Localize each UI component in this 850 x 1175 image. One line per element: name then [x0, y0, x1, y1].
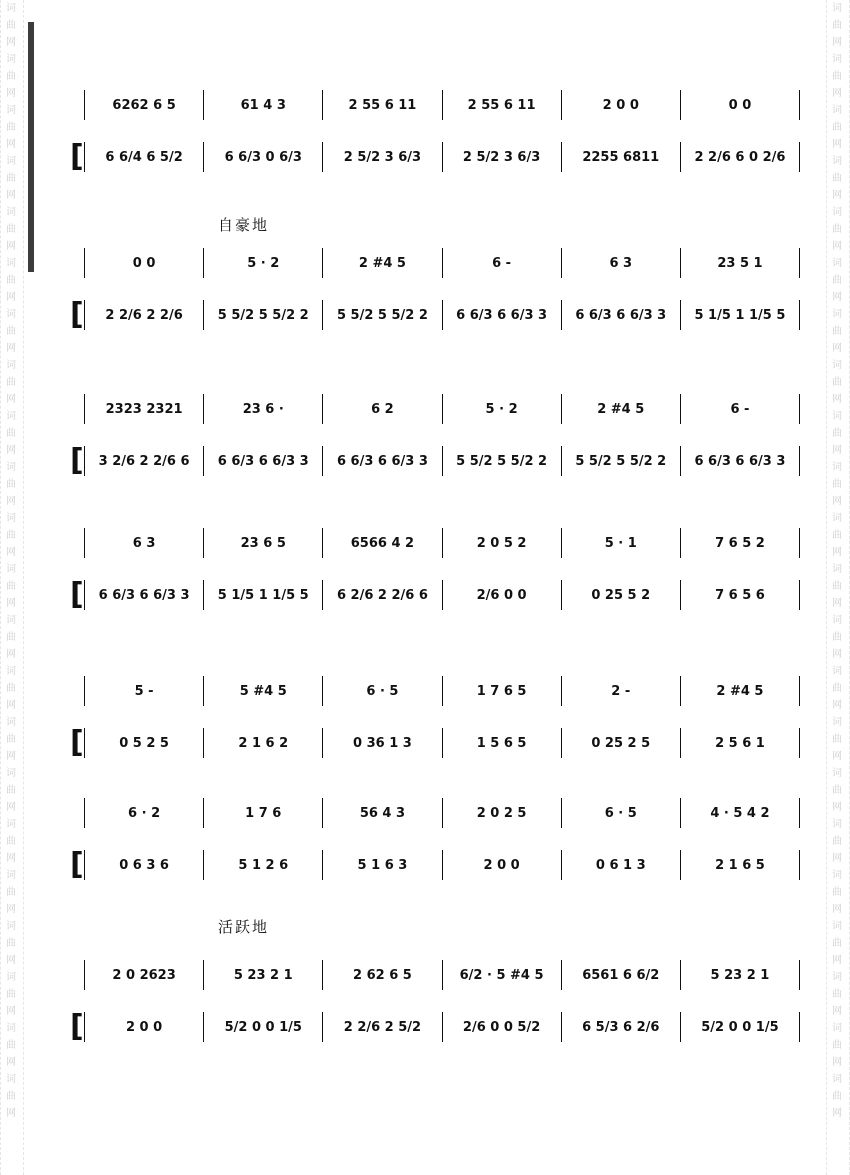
measure: 1 7 6: [203, 798, 322, 828]
measure: 23 5 1: [680, 248, 800, 278]
measure: 2 5/2 3 6/3: [442, 142, 561, 172]
measure: 2 2/6 2 2/6: [84, 300, 203, 330]
accompaniment-staff: [84, 850, 800, 880]
measure: 0 6 1 3: [561, 850, 680, 880]
measure: 5/2 0 0 1/5: [680, 1012, 800, 1042]
measure: 2 0 2 5: [442, 798, 561, 828]
measure: 6262 6 5: [84, 90, 203, 120]
measure: 5 #4 5: [203, 676, 322, 706]
measure: 0 25 5 2: [561, 580, 680, 610]
measure: 5 1 6 3: [322, 850, 441, 880]
measure: 2 #4 5: [680, 676, 800, 706]
system-brace: [: [70, 139, 84, 174]
expression-mark-huoyuedi: 活跃地: [218, 918, 270, 936]
score-system: [70, 386, 800, 498]
melody-staff: [84, 90, 800, 120]
measure: 6 6/3 6 6/3 3: [84, 580, 203, 610]
watermark-right: [826, 0, 850, 1175]
measure: 5 · 2: [203, 248, 322, 278]
binding-edge: [28, 22, 34, 272]
measure: 6 3: [561, 248, 680, 278]
measure: 0 5 2 5: [84, 728, 203, 758]
measure: 2255 6811: [561, 142, 680, 172]
measure: 6 · 2: [84, 798, 203, 828]
score-system: [70, 520, 800, 632]
measure: 6 6/4 6 5/2: [84, 142, 203, 172]
measure: 2 #4 5: [322, 248, 441, 278]
measure: 2 1 6 5: [680, 850, 800, 880]
melody-staff: [84, 394, 800, 424]
measure: 6 5/3 6 2/6: [561, 1012, 680, 1042]
measure: 4 · 5 4 2: [680, 798, 800, 828]
measure: 5 5/2 5 5/2 2: [203, 300, 322, 330]
measure: 1 5 6 5: [442, 728, 561, 758]
measure: 6 -: [680, 394, 800, 424]
measure: 5 5/2 5 5/2 2: [561, 446, 680, 476]
measure: 2 5/2 3 6/3: [322, 142, 441, 172]
measure: 5 23 2 1: [680, 960, 800, 990]
measure: 2 0 0: [442, 850, 561, 880]
measure: 5 · 1: [561, 528, 680, 558]
measure: 6 · 5: [561, 798, 680, 828]
expression-mark-ziaodi: 自豪地: [218, 216, 270, 234]
measure: 23 6 ·: [203, 394, 322, 424]
accompaniment-staff: [84, 580, 800, 610]
measure: 56 4 3: [322, 798, 441, 828]
measure: 6561 6 6/2: [561, 960, 680, 990]
measure: 7 6 5 2: [680, 528, 800, 558]
measure: 0 6 3 6: [84, 850, 203, 880]
system-brace: [: [70, 577, 84, 612]
measure: 7 6 5 6: [680, 580, 800, 610]
measure: 5 1 2 6: [203, 850, 322, 880]
score-system: [70, 240, 800, 352]
measure: 2 0 2623: [84, 960, 203, 990]
accompaniment-staff: [84, 300, 800, 330]
measure: 6 6/3 6 6/3 3: [322, 446, 441, 476]
score-system: [70, 668, 800, 780]
melody-staff: [84, 960, 800, 990]
score-system: [70, 952, 800, 1064]
measure: 23 6 5: [203, 528, 322, 558]
measure: 2 55 6 11: [442, 90, 561, 120]
measure: 5 5/2 5 5/2 2: [442, 446, 561, 476]
measure: 0 0: [680, 90, 800, 120]
measure: 2 2/6 6 0 2/6: [680, 142, 800, 172]
accompaniment-staff: [84, 446, 800, 476]
score-system: [70, 82, 800, 194]
system-brace: [: [70, 297, 84, 332]
measure: 2 #4 5: [561, 394, 680, 424]
measure: 1 7 6 5: [442, 676, 561, 706]
measure: 0 36 1 3: [322, 728, 441, 758]
measure: 5 1/5 1 1/5 5: [203, 580, 322, 610]
accompaniment-staff: [84, 142, 800, 172]
measure: 5 5/2 5 5/2 2: [322, 300, 441, 330]
accompaniment-staff: [84, 1012, 800, 1042]
measure: 2 62 6 5: [322, 960, 441, 990]
measure: 6 6/3 6 6/3 3: [680, 446, 800, 476]
measure: 6 · 5: [322, 676, 441, 706]
measure: 6 6/3 0 6/3: [203, 142, 322, 172]
measure: 5 · 2: [442, 394, 561, 424]
score-system: [70, 790, 800, 902]
measure: 6566 4 2: [322, 528, 441, 558]
measure: 2 5 6 1: [680, 728, 800, 758]
watermark-text: 词曲网词曲网词曲网词曲网词曲网词曲网词曲网词曲网词曲网词曲网词曲网词曲网词曲网词曲网词曲网词曲网词曲网词曲网词曲网词曲网词曲网词曲网: [832, 3, 842, 1119]
melody-staff: [84, 676, 800, 706]
measure: 0 0: [84, 248, 203, 278]
system-brace: [: [70, 725, 84, 760]
measure: 5/2 0 0 1/5: [203, 1012, 322, 1042]
measure: 2/6 0 0 5/2: [442, 1012, 561, 1042]
measure: 6 6/3 6 6/3 3: [561, 300, 680, 330]
measure: 2 0 0: [84, 1012, 203, 1042]
melody-staff: [84, 798, 800, 828]
system-brace: [: [70, 443, 84, 478]
measure: 5 23 2 1: [203, 960, 322, 990]
measure: 61 4 3: [203, 90, 322, 120]
measure: 0 25 2 5: [561, 728, 680, 758]
measure: 2323 2321: [84, 394, 203, 424]
melody-staff: [84, 528, 800, 558]
measure: 6 6/3 6 6/3 3: [442, 300, 561, 330]
measure: 2 55 6 11: [322, 90, 441, 120]
measure: 2 0 5 2: [442, 528, 561, 558]
measure: 6 3: [84, 528, 203, 558]
watermark-left: [0, 0, 24, 1175]
system-brace: [: [70, 1009, 84, 1044]
measure: 6 2/6 2 2/6 6: [322, 580, 441, 610]
measure: 6 2: [322, 394, 441, 424]
measure: 5 1/5 1 1/5 5: [680, 300, 800, 330]
measure: 2/6 0 0: [442, 580, 561, 610]
measure: 6 6/3 6 6/3 3: [203, 446, 322, 476]
system-brace: [: [70, 847, 84, 882]
measure: 2 2/6 2 5/2: [322, 1012, 441, 1042]
measure: 2 -: [561, 676, 680, 706]
accompaniment-staff: [84, 728, 800, 758]
measure: 6/2 · 5 #4 5: [442, 960, 561, 990]
measure: 2 1 6 2: [203, 728, 322, 758]
measure: 5 -: [84, 676, 203, 706]
watermark-text: 词曲网词曲网词曲网词曲网词曲网词曲网词曲网词曲网词曲网词曲网词曲网词曲网词曲网词曲网词曲网词曲网词曲网词曲网词曲网词曲网词曲网词曲网: [6, 3, 16, 1119]
measure: 2 0 0: [561, 90, 680, 120]
measure: 3 2/6 2 2/6 6: [84, 446, 203, 476]
measure: 6 -: [442, 248, 561, 278]
melody-staff: [84, 248, 800, 278]
